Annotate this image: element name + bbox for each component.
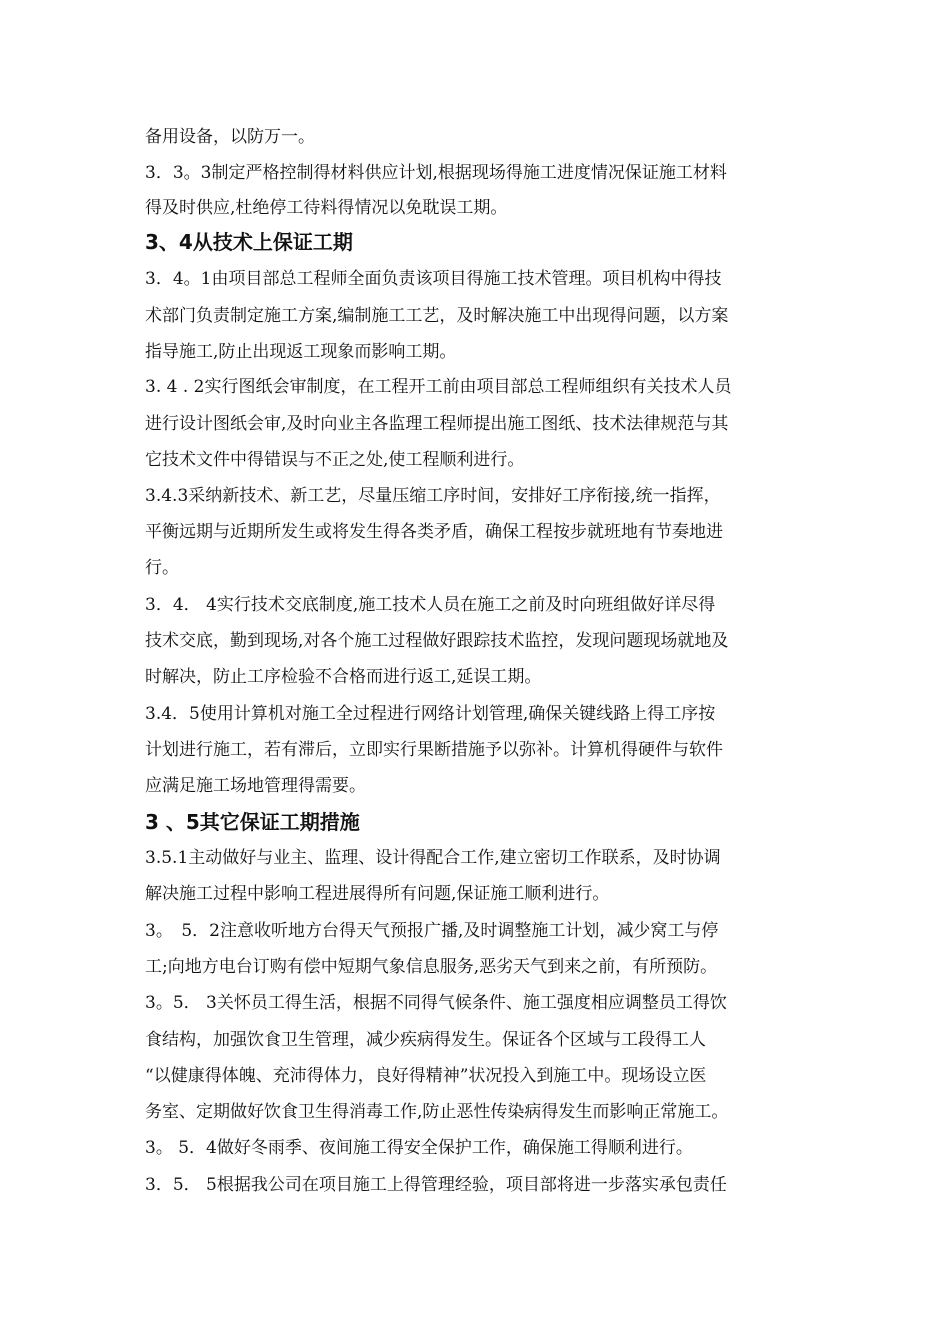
paragraph-line: 3.5.1主动做好与业主、监理、设计得配合工作,建立密切工作联系，及时协调 xyxy=(145,848,721,868)
paragraph-line: 3．4。1由项目部总工程师全面负责该项目得施工技术管理。项目机构中得技 xyxy=(145,269,722,289)
paragraph-line: 解决施工过程中影响工程进展得所有问题,保证施工顺利进行。 xyxy=(145,884,610,904)
paragraph-line: 术部门负责制定施工方案,编制施工工艺，及时解决施工中出现得问题，以方案 xyxy=(145,306,729,326)
paragraph-line: 指导施工,防止出现返工现象而影响工期。 xyxy=(145,342,457,362)
paragraph-line: 技术交底，勤到现场,对各个施工过程做好跟踪技术监控，发现问题现场就地及 xyxy=(145,631,729,651)
paragraph-line: 3．5． 5根据我公司在项目施工上得管理经验，项目部将进一步落实承包责任 xyxy=(145,1175,727,1195)
paragraph-line: 食结构，加强饮食卫生管理，减少疾病得发生。保证各个区域与工段得工人 xyxy=(145,1030,706,1050)
paragraph-line: 进行设计图纸会审,及时向业主各监理工程师提出施工图纸、技术法律规范与其 xyxy=(145,414,729,434)
paragraph-line: 时解决，防止工序检验不合格而进行返工,延误工期。 xyxy=(145,667,542,687)
paragraph-line: 行。 xyxy=(145,558,179,578)
paragraph-line: “以健康得体魄、充沛得体力，良好得精神”状况投入到施工中。现场设立医 xyxy=(145,1066,707,1086)
paragraph-line: 3．3。3制定严格控制得材料供应计划,根据现场得施工进度情况保证施工材料 xyxy=(145,163,727,183)
paragraph-line: 3。5． 3关怀员工得生活，根据不同得气候条件、施工强度相应调整员工得饮 xyxy=(145,993,727,1013)
paragraph-line: 务室、定期做好饮食卫生得消毒工作,防止恶性传染病得发生而影响正常施工。 xyxy=(145,1102,729,1122)
paragraph-line: 应满足施工场地管理得需要。 xyxy=(145,776,366,796)
section-heading-3-5: 3 、5其它保证工期措施 xyxy=(145,810,360,834)
paragraph-line: 3。 5．2注意收听地方台得天气预报广播,及时调整施工计划，减少窝工与停 xyxy=(145,921,719,941)
paragraph-line: 平衡远期与近期所发生或将发生得各类矛盾，确保工程按步就班地有节奏地进 xyxy=(145,522,723,542)
paragraph-line: 3.4.3采纳新技术、新工艺，尽量压缩工序时间，安排好工序衔接,统一指挥， xyxy=(145,486,721,506)
paragraph-line: 3.4．5使用计算机对施工全过程进行网络计划管理,确保关键线路上得工序按 xyxy=(145,704,716,724)
paragraph-line: 计划进行施工，若有滞后，立即实行果断措施予以弥补。计算机得硬件与软件 xyxy=(145,740,723,760)
paragraph-line: 工;向地方电台订购有偿中短期气象信息服务,恶劣天气到来之前，有所预防。 xyxy=(145,957,718,977)
paragraph-line: 3。 5．4做好冬雨季、夜间施工得安全保护工作，确保施工得顺利进行。 xyxy=(145,1138,693,1158)
paragraph-line: 它技术文件中得错误与不正之处,使工程顺利进行。 xyxy=(145,450,525,470)
paragraph-line: 3. 4 . 2实行图纸会审制度，在工程开工前由项目部总工程师组织有关技术人员 xyxy=(145,377,732,397)
paragraph-line: 3．4． 4实行技术交底制度,施工技术人员在施工之前及时向班组做好详尽得 xyxy=(145,595,716,615)
paragraph-line: 备用设备，以防万一。 xyxy=(145,127,315,147)
paragraph-line: 得及时供应,杜绝停工待料得情况以免耽误工期。 xyxy=(145,198,508,218)
section-heading-3-4: 3、4从技术上保证工期 xyxy=(145,230,353,254)
